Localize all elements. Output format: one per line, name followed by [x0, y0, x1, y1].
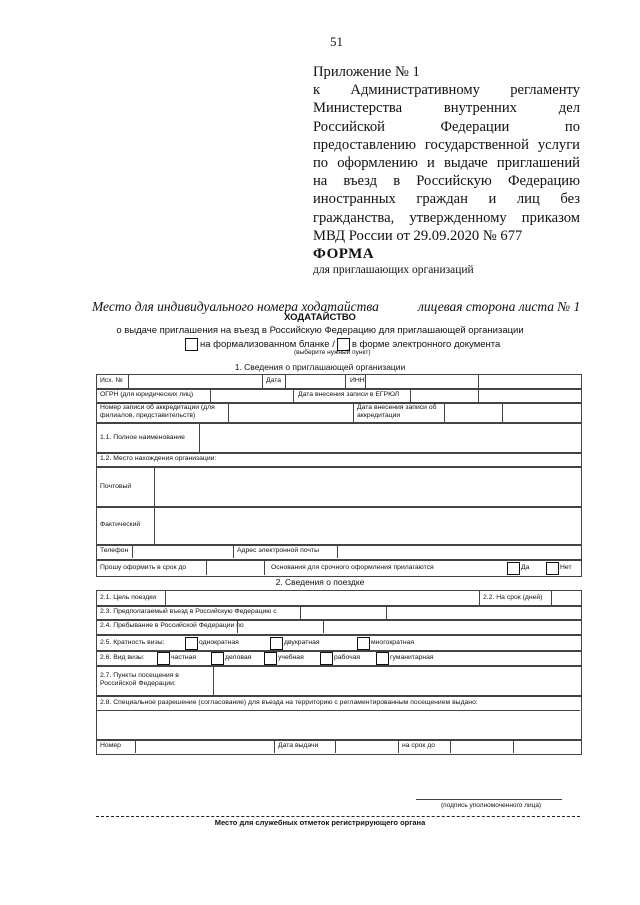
row-postal: [96, 466, 582, 508]
special-permit-label: 2.8. Специальное разрешение (согласование) для въезда на территорию с регламентированным посещением выдано:: [100, 699, 478, 706]
urgent-yes-checkbox[interactable]: [507, 562, 520, 575]
single-entry-checkbox[interactable]: [185, 637, 198, 650]
forma-title: ФОРМА: [313, 246, 375, 262]
page-number: 51: [330, 34, 343, 49]
postal-label: Почтовый: [100, 483, 132, 490]
forma-subtitle: для приглашающих организаций: [313, 264, 474, 276]
egrul-date-label: Дата внесения записи в ЕГРЮЛ: [298, 391, 400, 398]
work-visa-checkbox[interactable]: [320, 652, 333, 665]
actual-label: Фактический: [100, 521, 141, 528]
multiple-entry-label: многократная: [371, 639, 415, 646]
appendix-line: гражданства, утвержденному приказом: [313, 209, 580, 226]
stay-until-label: 2.4. Пребывание в Российской Федерации по: [100, 622, 244, 629]
row-actual: [96, 506, 582, 546]
signature-caption: (подпись уполномоченного лица): [441, 802, 542, 809]
study-visa-checkbox[interactable]: [264, 652, 277, 665]
signature-line: [416, 799, 562, 800]
multiplicity-label: 2.5. Кратность визы:: [100, 639, 165, 646]
business-visa-checkbox[interactable]: [211, 652, 224, 665]
private-visa-checkbox[interactable]: [157, 652, 170, 665]
study-visa-label: учебная: [278, 654, 304, 661]
multiple-entry-checkbox[interactable]: [357, 637, 370, 650]
section1-title: 1. Сведения о приглашающей организации: [234, 362, 406, 372]
petition-subtitle: о выдаче приглашения на въезд в Российскую Федерацию для приглашающей организации: [116, 325, 524, 336]
business-visa-label: деловая: [225, 654, 252, 661]
appendix-block: [313, 63, 580, 245]
date-label: Дата: [266, 377, 282, 384]
ogrn-label: ОГРН (для юридических лиц): [100, 391, 194, 398]
appendix-line: Приложение № 1: [313, 64, 420, 80]
row-permit-number: [96, 739, 582, 755]
service-marks-divider: [96, 816, 580, 817]
yes-label: Да: [521, 564, 530, 571]
urgent-basis-label: Основания для срочного оформления прилагаются: [271, 564, 434, 571]
electronic-form-label: в форме электронного документа: [351, 339, 501, 350]
issue-date-label: Дата выдачи: [278, 742, 319, 749]
visa-type-label: 2.6. Вид визы:: [100, 654, 145, 661]
appendix-line: предоставлению государственной услуги: [313, 136, 580, 153]
phone-label: Телефон: [100, 547, 129, 554]
points-visit-label: 2.7. Пункты посещения в Российской Федерации:: [100, 672, 179, 687]
duration-label: 2.2. На срок (дней): [483, 594, 543, 601]
service-marks-label: Место для служебных отметок регистрирующего органа: [214, 818, 426, 827]
paper-form-label: на формализованном бланке /: [200, 339, 335, 350]
work-visa-label: рабочая: [334, 654, 361, 661]
appendix-line: на въезд в Российскую Федерацию: [313, 173, 580, 190]
double-entry-checkbox[interactable]: [270, 637, 283, 650]
full-name-label: 1.1. Полное наименование: [100, 434, 185, 441]
sheet-side: лицевая сторона листа № 1: [418, 299, 581, 314]
appendix-line: Российской Федерации по: [313, 118, 580, 135]
appendix-line: к Административному регламенту: [313, 82, 580, 99]
inn-label: ИНН: [350, 377, 365, 384]
no-label: Нет: [560, 564, 572, 571]
section2-title: 2. Сведения о поездке: [275, 577, 365, 587]
urgent-no-checkbox[interactable]: [546, 562, 559, 575]
appendix-line: иностранных граждан и лиц без: [313, 191, 580, 208]
accreditation-record-label: Номер записи об аккредитации (для филиалов, представительств): [100, 404, 215, 419]
individual-number-place: Место для индивидуального номера ходатайства: [92, 299, 379, 314]
paper-form-checkbox[interactable]: [185, 338, 198, 351]
row-phone: [96, 544, 582, 560]
petition-title: ХОДАТАЙСТВО: [284, 312, 356, 323]
appendix-line: Министерства внутренних дел: [313, 100, 580, 117]
appendix-line: по оформлению и выдаче приглашений: [313, 155, 580, 172]
humanitarian-visa-label: гуманитарная: [390, 654, 434, 661]
humanitarian-visa-checkbox[interactable]: [376, 652, 389, 665]
accreditation-date-label: Дата внесения записи об аккредитации: [357, 404, 437, 419]
appendix-line: МВД России от 29.09.2020 № 677: [313, 227, 523, 244]
email-label: Адрес электронной почты: [237, 547, 319, 554]
private-visa-label: частная: [171, 654, 197, 661]
double-entry-label: двукратная: [284, 639, 320, 646]
choose-hint: (выберите нужный пункт): [294, 349, 371, 356]
location-label: 1.2. Место нахождения организации:: [100, 455, 217, 462]
purpose-label: 2.1. Цель поездки: [100, 594, 156, 601]
urgent-term-label: Прошу оформить в срок до: [100, 564, 187, 571]
entry-from-label: 2.3. Предполагаемый въезд в Российскую Федерацию с: [100, 608, 277, 615]
permit-number-label: Номер: [100, 742, 121, 749]
single-entry-label: однократная: [199, 639, 239, 646]
term-until-label: на срок до: [402, 742, 435, 749]
ref-no-label: Исх. №: [100, 377, 123, 384]
